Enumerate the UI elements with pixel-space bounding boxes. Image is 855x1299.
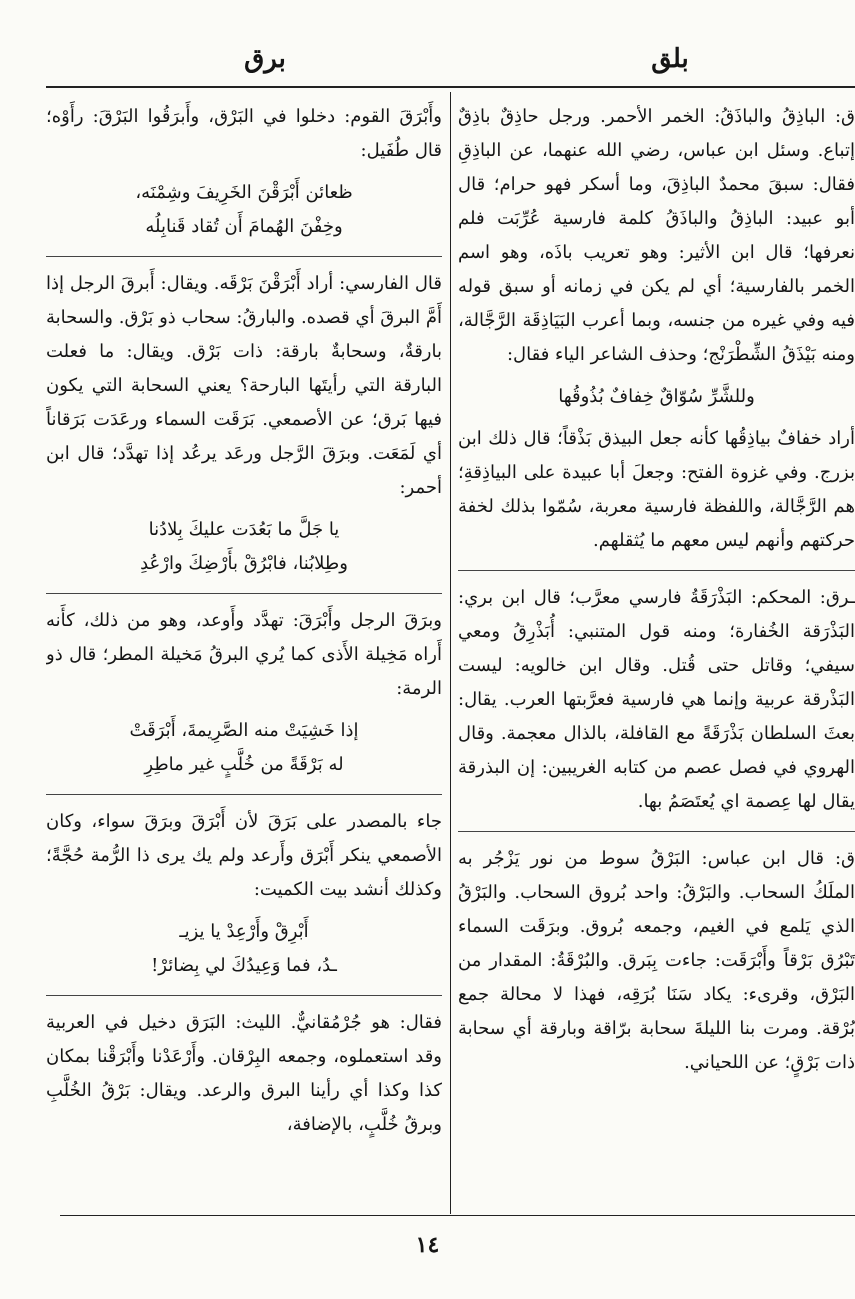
verse-line-1: أَبْرِقْ وأَرْعِدْ يا يزيـ (179, 921, 309, 942)
barq-paragraph-4: جاء بالمصدر على بَرَقَ لأن أَبْرَقَ وبرَقَ سواء، وكان الأصمعي ينكر أَبْرَق وأَرعد ولم يك يرى ذا الرُّمة حُجَّةً؛ وكذلك أنشد بيت الكميت: (46, 811, 442, 900)
verse-line (458, 380, 855, 414)
entry-separator (46, 593, 442, 594)
verse-line-1: يا جَلَّ ما بَعُدَت عليكَ بِلادُنا (148, 519, 340, 540)
verse-line-2: وخِفْنَ الهُمامَ أَن تُقاد قَنابِلُه (145, 216, 343, 237)
verse-line-2: له بَرْقَةً من خُلَّبٍ غير ماطِرِ (144, 754, 344, 775)
column-divider (450, 92, 451, 1214)
verse-line-2: ـدُ، فما وَعِيدُكَ لي بِضائرْ! (151, 955, 337, 976)
barq-paragraph-1: وأَبْرَقَ القوم: دخلوا في البَرْق، وأَبرَقُوا البَرْقَ: رأَوْه؛ قال طُفَيل: (46, 106, 442, 161)
entry-separator (46, 794, 442, 795)
entry-badhraqa-paragraph: ـرق: المحكم: البَذْرَقَةُ فارسي معرَّب؛ قال ابن بري: البَذْرَقة الخُفارة؛ ومنه قول المتنبي: أُبَذْرِقُ ومعي سيفي؛ وقاتل حتى قُتل. وقال ابن خالويه: ليست البَذْرقة عربية وإنما هي فارسية فعرَّبتها العرب. يقال: بعثَ السلطان بَذْرَقَةً مع القافلة، بالذال معجمة. وقال الهروي في فصل عصم من كتابه الغريبين: إن البذرقة يقال لها عِصمة اي يُعتَصَمُ بها. (458, 587, 855, 812)
verse-dhu-al-rumma (46, 714, 442, 782)
footer-rule (60, 1215, 855, 1216)
verse-tufayl (46, 176, 442, 244)
entry-badhiq-paragraph-1: ق: الباذِقُ والباذَقُ: الخمر الأحمر. ورجل حاذِقٌ باذِقٌ إتباع. وسئل ابن عباس، رضي الله عنهما، عن الباذِقِ فقال: سبقَ محمدٌ الباذِقَ، وما أسكر فهو حرام؛ قال أبو عبيد: الباذِقُ والباذَقُ كلمة فارسية عُرِّبَت فلم نعرفها؛ قال ابن الأثير: وهو تعريب باذَه، وهو اسم الخمر بالفارسية؛ أي لم يكن في زمانه أو سبق قوله فيه وفي غيره من جنسه، وبما أعرب البَيَاذِقَة الرَّجَّالة، ومنه بَيْذَقُ الشِّطْرَنْج؛ وحذف الشاعر الياء فقال: (458, 106, 855, 365)
verse-line-2: وطِلابُنا، فابْرُقْ بأَرْضِكَ وارْعُدِ (140, 553, 348, 574)
barq-paragraph-3: وبرَقَ الرجل وأَبْرَقَ: تهدَّد وأَوعد، وهو من ذلك، كأَنه أَراه مَخِيلة الأَذى كما يُري البرقُ مَخيلة المطر؛ قال ذو الرمة: (46, 610, 442, 699)
verse-line-1: إذا خَشِيَتْ منه الصَّرِيمةَ، أَبْرَقَتْ (129, 720, 359, 741)
barq-paragraph-5: فقال: هو جُرْمُقانيٌّ. الليث: البَرَق دخيل في العربية وقد استعملوه، وجمعه البِرْقان. وأَرْعَدْنا وأَبْرَقْنا بمكان كذا وكذا أي رأينا البرق والرعد. ويقال: بَرْقُ الخُلَّبِ وبرقُ خُلَّبٍ، بالإضافة، (46, 1012, 442, 1135)
verse-kumayt (46, 915, 442, 983)
entry-badhiq-paragraph-2: أراد خفافٌ بياذِقُها كأنه جعل البيذق بَذْقاً؛ قال ذلك ابن بزرج. وفي غزوة الفتح: وجعلَ أبا عبيدة على البياذِقةِ؛ هم الرَّجَّالة، واللفظة فارسية معربة، سُمّوا بذلك لخفة حركتهم وأنهم ليس معهم ما يُثقلهم. (458, 428, 855, 551)
left-column (46, 100, 442, 1210)
verse-text: وللشَّرِّ سُوّاقٌ خِفافٌ بُذُوقُها (558, 386, 755, 407)
entry-separator (458, 831, 855, 832)
right-column-headword: بلق (651, 44, 689, 74)
verse-line-1: ظعائن أَبْرَقْنَ الخَرِيفَ وشِمْنَه، (135, 182, 353, 203)
header-rule (46, 86, 855, 88)
right-column (458, 100, 855, 1210)
page-number: ١٤ (415, 1232, 440, 1258)
entry-separator (46, 256, 442, 257)
left-column-headword: برق (244, 44, 286, 74)
entry-separator (458, 570, 855, 571)
verse-ibn-ahmar (46, 513, 442, 581)
entry-barq-paragraph: ق: قال ابن عباس: البَرْقُ سوط من نور يَزْجُر به الملَكُ السحاب. والبَرْقُ: واحد بُروق السحاب. والبَرْقُ الذي يَلمع في الغيم، وجمعه بُروق. وبرَقَت السماء تَبْرُق بَرْقاً وأَبْرَقَت: جاءت بِبَرق. والبُرْقَةُ: المقدار من البَرْق، وقرىء: يكاد سَنَا بُرَقِه، فهذا لا محالة جمع بُرْقة. ومرت بنا الليلةَ سحابة برّاقة وبارقة أي سحابة ذات بَرْقٍ؛ عن اللحياني. (458, 848, 855, 1073)
barq-paragraph-2: قال الفارسي: أراد أَبْرَقْنَ بَرْقَه. ويقال: أَبرقَ الرجل إذا أَمَّ البرقَ أي قصده. والبارقُ: سحاب ذو بَرْق. والسحابة بارقةٌ، وسحابةٌ بارقة: ذات بَرْق. ويقال: ما فعلت البارقة التي رأيتَها البارحة؟ يعني السحابة التي يكون فيها بَرق؛ عن الأصمعي. بَرَقَت السماء ورعَدَت بَرَقاناً أي لَمَعَت. وبرَقَ الرَّجل ورعَد يرعُد إذا تهدَّد؛ قال ابن أحمر: (46, 273, 442, 498)
entry-separator (46, 995, 442, 996)
